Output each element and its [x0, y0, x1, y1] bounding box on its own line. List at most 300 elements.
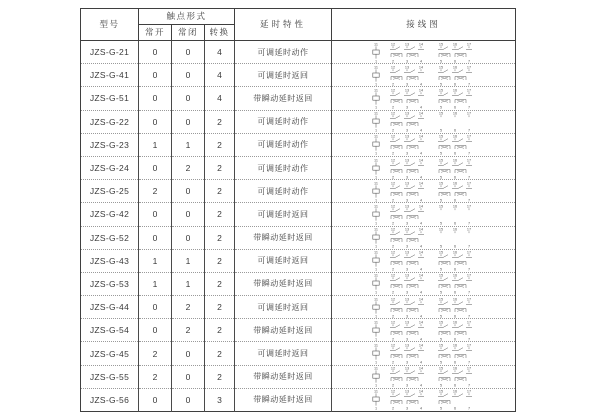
model-cell: JZS-G-23: [81, 133, 139, 156]
svg-text:11: 11: [373, 65, 378, 70]
changeover-cell: 2: [205, 110, 235, 133]
table-body: [81, 41, 516, 412]
wiring-diagram: [369, 250, 479, 271]
svg-text:7: 7: [467, 198, 470, 203]
svg-text:4: 4: [419, 360, 422, 365]
svg-text:3: 3: [405, 291, 408, 296]
svg-text:1: 1: [374, 267, 377, 272]
svg-text:12: 12: [390, 274, 395, 279]
svg-text:1: 1: [374, 407, 377, 412]
svg-text:6: 6: [453, 407, 456, 412]
normally-open-cell: 1: [139, 249, 172, 272]
changeover-cell: 4: [205, 87, 235, 110]
model-cell: JZS-G-42: [81, 203, 139, 226]
delay-characteristic-cell: 带瞬动延时返回: [235, 388, 332, 411]
svg-text:13: 13: [404, 204, 409, 209]
wiring-diagram-cell: [332, 226, 516, 249]
table-row: [81, 319, 516, 342]
svg-text:6: 6: [453, 314, 456, 319]
svg-text:7: 7: [467, 221, 470, 226]
normally-closed-cell: 0: [172, 203, 205, 226]
svg-text:7: 7: [467, 360, 470, 365]
svg-text:2: 2: [391, 59, 394, 64]
normally-open-cell: 1: [139, 272, 172, 295]
model-cell: JZS-G-24: [81, 156, 139, 179]
changeover-cell: 2: [205, 365, 235, 388]
svg-text:16: 16: [452, 274, 457, 279]
delay-characteristic-cell: 可调延时动作: [235, 133, 332, 156]
wiring-diagram-cell: [332, 87, 516, 110]
svg-text:4: 4: [419, 244, 422, 249]
svg-text:4: 4: [419, 59, 422, 64]
svg-text:1: 1: [374, 105, 377, 110]
changeover-cell: 4: [205, 64, 235, 87]
svg-text:16: 16: [452, 88, 457, 93]
svg-text:12: 12: [390, 204, 395, 209]
svg-text:14: 14: [418, 158, 423, 163]
svg-text:12: 12: [390, 88, 395, 93]
svg-text:15: 15: [438, 204, 443, 209]
svg-text:16: 16: [452, 250, 457, 255]
svg-text:17: 17: [466, 158, 471, 163]
svg-text:16: 16: [452, 297, 457, 302]
svg-text:7: 7: [467, 59, 470, 64]
svg-text:13: 13: [404, 343, 409, 348]
svg-text:6: 6: [453, 82, 456, 87]
svg-text:13: 13: [404, 158, 409, 163]
svg-text:14: 14: [418, 134, 423, 139]
svg-text:2: 2: [391, 337, 394, 342]
wiring-diagram-cell: [332, 249, 516, 272]
svg-text:15: 15: [438, 274, 443, 279]
svg-text:14: 14: [418, 366, 423, 371]
normally-open-cell: 0: [139, 296, 172, 319]
table-row: [81, 110, 516, 133]
wiring-diagram: [369, 181, 479, 202]
svg-text:17: 17: [466, 366, 471, 371]
svg-text:4: 4: [419, 151, 422, 156]
svg-text:2: 2: [391, 128, 394, 133]
delay-characteristic-cell: 可调延时动作: [235, 156, 332, 179]
svg-text:15: 15: [438, 297, 443, 302]
svg-text:6: 6: [453, 291, 456, 296]
model-cell: JZS-G-51: [81, 87, 139, 110]
svg-text:1: 1: [374, 314, 377, 319]
svg-text:13: 13: [404, 181, 409, 186]
svg-text:5: 5: [439, 128, 442, 133]
table-header: [81, 9, 516, 41]
svg-text:4: 4: [419, 337, 422, 342]
svg-text:2: 2: [391, 221, 394, 226]
delay-characteristic-cell: 可调延时动作: [235, 41, 332, 64]
normally-closed-cell: 2: [172, 296, 205, 319]
delay-characteristic-cell: 可调延时动作: [235, 110, 332, 133]
changeover-cell: 2: [205, 296, 235, 319]
svg-text:5: 5: [439, 244, 442, 249]
wiring-diagram-cell: [332, 110, 516, 133]
table-row: [81, 342, 516, 365]
svg-text:14: 14: [418, 65, 423, 70]
svg-text:16: 16: [452, 111, 457, 116]
svg-text:5: 5: [439, 105, 442, 110]
svg-text:13: 13: [404, 366, 409, 371]
svg-text:4: 4: [419, 314, 422, 319]
svg-text:6: 6: [453, 151, 456, 156]
table-row: [81, 365, 516, 388]
wiring-diagram: [369, 158, 479, 179]
header-changeover: 转换: [205, 25, 235, 41]
svg-text:1: 1: [374, 175, 377, 180]
svg-text:7: 7: [467, 267, 470, 272]
svg-text:5: 5: [439, 82, 442, 87]
table-row: [81, 156, 516, 179]
changeover-cell: 2: [205, 249, 235, 272]
svg-text:2: 2: [391, 267, 394, 272]
svg-text:16: 16: [452, 181, 457, 186]
svg-text:17: 17: [466, 390, 471, 395]
svg-text:13: 13: [404, 274, 409, 279]
normally-closed-cell: 0: [172, 226, 205, 249]
svg-text:12: 12: [390, 390, 395, 395]
svg-text:17: 17: [466, 204, 471, 209]
svg-text:5: 5: [439, 337, 442, 342]
svg-text:13: 13: [404, 111, 409, 116]
wiring-diagram-cell: [332, 272, 516, 295]
svg-text:3: 3: [405, 105, 408, 110]
svg-text:17: 17: [466, 65, 471, 70]
svg-text:11: 11: [373, 390, 378, 395]
svg-text:5: 5: [439, 291, 442, 296]
normally-open-cell: 1: [139, 133, 172, 156]
svg-text:15: 15: [438, 320, 443, 325]
svg-text:6: 6: [453, 105, 456, 110]
svg-text:2: 2: [391, 82, 394, 87]
svg-text:17: 17: [466, 320, 471, 325]
model-cell: JZS-G-44: [81, 296, 139, 319]
delay-characteristic-cell: 带瞬动延时返回: [235, 87, 332, 110]
wiring-diagram: [369, 204, 479, 225]
wiring-diagram-cell: [332, 180, 516, 203]
normally-open-cell: 0: [139, 64, 172, 87]
svg-text:1: 1: [374, 82, 377, 87]
svg-text:12: 12: [390, 181, 395, 186]
normally-open-cell: 0: [139, 156, 172, 179]
changeover-cell: 2: [205, 319, 235, 342]
svg-text:3: 3: [405, 314, 408, 319]
svg-text:3: 3: [405, 198, 408, 203]
svg-text:5: 5: [439, 407, 442, 412]
svg-text:11: 11: [373, 274, 378, 279]
delay-characteristic-cell: 可调延时返回: [235, 64, 332, 87]
svg-text:6: 6: [453, 59, 456, 64]
delay-characteristic-cell: 带瞬动延时返回: [235, 272, 332, 295]
svg-text:6: 6: [453, 360, 456, 365]
normally-closed-cell: 1: [172, 272, 205, 295]
svg-text:16: 16: [452, 343, 457, 348]
changeover-cell: 2: [205, 203, 235, 226]
svg-text:12: 12: [390, 297, 395, 302]
svg-text:13: 13: [404, 227, 409, 232]
svg-text:14: 14: [418, 320, 423, 325]
normally-closed-cell: 0: [172, 342, 205, 365]
wiring-diagram-cell: [332, 64, 516, 87]
svg-text:5: 5: [439, 151, 442, 156]
table-row: [81, 272, 516, 295]
model-cell: JZS-G-56: [81, 388, 139, 411]
svg-text:1: 1: [374, 291, 377, 296]
svg-text:17: 17: [466, 134, 471, 139]
svg-text:5: 5: [439, 198, 442, 203]
model-cell: JZS-G-52: [81, 226, 139, 249]
delay-characteristic-cell: 可调延时返回: [235, 203, 332, 226]
changeover-cell: 2: [205, 272, 235, 295]
svg-text:2: 2: [391, 383, 394, 388]
svg-text:6: 6: [453, 244, 456, 249]
normally-closed-cell: 1: [172, 249, 205, 272]
wiring-diagram: [369, 65, 479, 86]
model-cell: JZS-G-53: [81, 272, 139, 295]
normally-open-cell: 0: [139, 41, 172, 64]
svg-text:11: 11: [373, 204, 378, 209]
svg-text:2: 2: [391, 198, 394, 203]
svg-text:4: 4: [419, 198, 422, 203]
svg-text:7: 7: [467, 128, 470, 133]
svg-text:13: 13: [404, 250, 409, 255]
svg-text:2: 2: [391, 151, 394, 156]
svg-text:14: 14: [418, 343, 423, 348]
header-model: 型号: [81, 9, 139, 41]
normally-open-cell: 0: [139, 203, 172, 226]
svg-text:16: 16: [452, 366, 457, 371]
svg-text:13: 13: [404, 65, 409, 70]
svg-text:11: 11: [373, 227, 378, 232]
svg-text:7: 7: [467, 407, 470, 412]
svg-text:7: 7: [467, 175, 470, 180]
svg-text:11: 11: [373, 343, 378, 348]
delay-characteristic-cell: 可调延时返回: [235, 342, 332, 365]
svg-text:2: 2: [391, 291, 394, 296]
model-cell: JZS-G-45: [81, 342, 139, 365]
svg-text:14: 14: [418, 88, 423, 93]
svg-text:4: 4: [419, 128, 422, 133]
svg-text:2: 2: [391, 407, 394, 412]
svg-text:12: 12: [390, 134, 395, 139]
svg-text:5: 5: [439, 221, 442, 226]
normally-closed-cell: 0: [172, 41, 205, 64]
svg-text:6: 6: [453, 128, 456, 133]
table-row: [81, 249, 516, 272]
svg-text:11: 11: [373, 88, 378, 93]
svg-text:15: 15: [438, 42, 443, 47]
changeover-cell: 2: [205, 342, 235, 365]
table-row: [81, 388, 516, 411]
table-row: [81, 296, 516, 319]
svg-text:12: 12: [390, 42, 395, 47]
svg-text:11: 11: [373, 250, 378, 255]
svg-text:12: 12: [390, 158, 395, 163]
normally-closed-cell: 2: [172, 319, 205, 342]
svg-text:15: 15: [438, 366, 443, 371]
wiring-diagram-cell: [332, 156, 516, 179]
svg-text:16: 16: [452, 65, 457, 70]
svg-text:17: 17: [466, 42, 471, 47]
svg-text:7: 7: [467, 383, 470, 388]
svg-text:13: 13: [404, 88, 409, 93]
svg-text:13: 13: [404, 297, 409, 302]
svg-text:11: 11: [373, 366, 378, 371]
svg-text:3: 3: [405, 175, 408, 180]
svg-text:12: 12: [390, 320, 395, 325]
svg-text:14: 14: [418, 42, 423, 47]
svg-text:15: 15: [438, 134, 443, 139]
svg-text:16: 16: [452, 390, 457, 395]
normally-closed-cell: 0: [172, 365, 205, 388]
svg-text:1: 1: [374, 59, 377, 64]
svg-text:14: 14: [418, 250, 423, 255]
wiring-diagram: [369, 389, 479, 410]
table-row: [81, 203, 516, 226]
svg-text:16: 16: [452, 227, 457, 232]
table-row: [81, 41, 516, 64]
svg-text:5: 5: [439, 314, 442, 319]
svg-text:4: 4: [419, 383, 422, 388]
svg-text:4: 4: [419, 267, 422, 272]
table-row: [81, 180, 516, 203]
changeover-cell: 2: [205, 180, 235, 203]
model-cell: JZS-G-55: [81, 365, 139, 388]
svg-text:16: 16: [452, 158, 457, 163]
svg-text:7: 7: [467, 82, 470, 87]
svg-text:13: 13: [404, 134, 409, 139]
svg-text:14: 14: [418, 297, 423, 302]
wiring-diagram-cell: [332, 203, 516, 226]
header-contact-form: 触点形式: [139, 9, 235, 25]
normally-open-cell: 0: [139, 388, 172, 411]
svg-text:3: 3: [405, 383, 408, 388]
wiring-diagram: [369, 297, 479, 318]
svg-text:11: 11: [373, 42, 378, 47]
svg-text:17: 17: [466, 227, 471, 232]
wiring-diagram: [369, 273, 479, 294]
svg-text:2: 2: [391, 360, 394, 365]
svg-text:15: 15: [438, 343, 443, 348]
svg-text:17: 17: [466, 297, 471, 302]
svg-text:16: 16: [452, 134, 457, 139]
svg-text:17: 17: [466, 111, 471, 116]
svg-text:14: 14: [418, 111, 423, 116]
svg-text:6: 6: [453, 221, 456, 226]
svg-text:15: 15: [438, 88, 443, 93]
changeover-cell: 3: [205, 388, 235, 411]
svg-text:1: 1: [374, 360, 377, 365]
model-cell: JZS-G-54: [81, 319, 139, 342]
svg-text:11: 11: [373, 111, 378, 116]
normally-closed-cell: 0: [172, 388, 205, 411]
delay-characteristic-cell: 带瞬动延时返回: [235, 319, 332, 342]
wiring-diagram: [369, 343, 479, 364]
wiring-diagram-cell: [332, 319, 516, 342]
changeover-cell: 2: [205, 226, 235, 249]
model-cell: JZS-G-43: [81, 249, 139, 272]
model-cell: JZS-G-25: [81, 180, 139, 203]
normally-open-cell: 0: [139, 110, 172, 133]
svg-text:4: 4: [419, 291, 422, 296]
svg-text:11: 11: [373, 181, 378, 186]
svg-text:15: 15: [438, 181, 443, 186]
svg-text:3: 3: [405, 59, 408, 64]
svg-text:3: 3: [405, 244, 408, 249]
svg-text:17: 17: [466, 88, 471, 93]
changeover-cell: 2: [205, 133, 235, 156]
normally-open-cell: 2: [139, 365, 172, 388]
svg-text:15: 15: [438, 250, 443, 255]
svg-text:2: 2: [391, 105, 394, 110]
svg-text:1: 1: [374, 337, 377, 342]
table-row: [81, 64, 516, 87]
svg-text:14: 14: [418, 181, 423, 186]
wiring-diagram-cell: [332, 365, 516, 388]
normally-closed-cell: 0: [172, 64, 205, 87]
svg-text:7: 7: [467, 314, 470, 319]
svg-text:6: 6: [453, 198, 456, 203]
model-cell: JZS-G-41: [81, 64, 139, 87]
svg-text:11: 11: [373, 297, 378, 302]
svg-text:3: 3: [405, 360, 408, 365]
svg-text:15: 15: [438, 227, 443, 232]
svg-text:15: 15: [438, 390, 443, 395]
svg-text:7: 7: [467, 291, 470, 296]
wiring-diagram-cell: [332, 41, 516, 64]
svg-text:12: 12: [390, 366, 395, 371]
model-cell: JZS-G-21: [81, 41, 139, 64]
spec-table: [80, 8, 516, 412]
svg-text:2: 2: [391, 244, 394, 249]
header-normally-closed: 常闭: [172, 25, 205, 41]
svg-text:5: 5: [439, 59, 442, 64]
normally-closed-cell: 0: [172, 110, 205, 133]
delay-characteristic-cell: 可调延时返回: [235, 249, 332, 272]
svg-text:1: 1: [374, 151, 377, 156]
svg-text:4: 4: [419, 221, 422, 226]
svg-text:17: 17: [466, 343, 471, 348]
normally-closed-cell: 1: [172, 133, 205, 156]
svg-text:1: 1: [374, 221, 377, 226]
wiring-diagram: [369, 227, 479, 248]
wiring-diagram-cell: [332, 388, 516, 411]
svg-text:17: 17: [466, 274, 471, 279]
svg-text:17: 17: [466, 250, 471, 255]
svg-text:4: 4: [419, 105, 422, 110]
svg-text:12: 12: [390, 65, 395, 70]
normally-closed-cell: 0: [172, 180, 205, 203]
svg-text:13: 13: [404, 42, 409, 47]
svg-text:3: 3: [405, 221, 408, 226]
delay-characteristic-cell: 带瞬动延时返回: [235, 365, 332, 388]
svg-text:13: 13: [404, 390, 409, 395]
table-row: [81, 87, 516, 110]
svg-text:15: 15: [438, 158, 443, 163]
svg-text:3: 3: [405, 128, 408, 133]
svg-text:15: 15: [438, 65, 443, 70]
svg-text:4: 4: [419, 175, 422, 180]
wiring-diagram: [369, 42, 479, 63]
normally-open-cell: 0: [139, 319, 172, 342]
svg-text:11: 11: [373, 158, 378, 163]
svg-text:5: 5: [439, 175, 442, 180]
svg-text:1: 1: [374, 198, 377, 203]
wiring-diagram: [369, 320, 479, 341]
svg-text:14: 14: [418, 390, 423, 395]
